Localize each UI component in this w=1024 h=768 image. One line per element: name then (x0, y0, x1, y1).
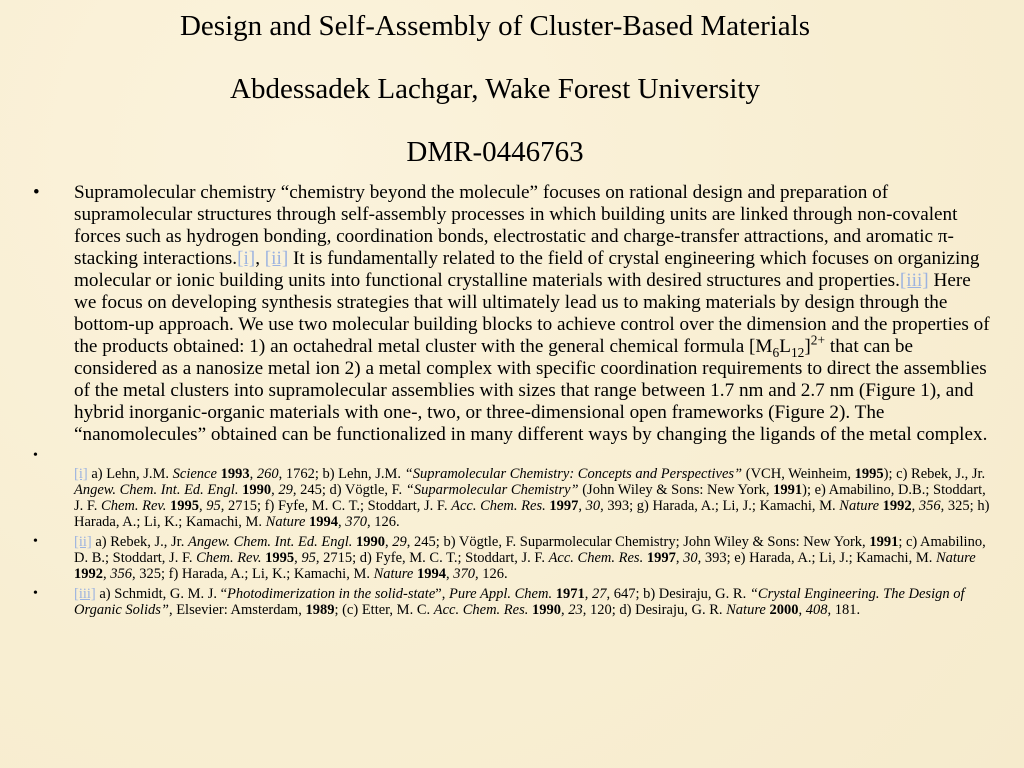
ref-text: ; c) Amabilino, D. B.; Stoddart, J. F. (74, 534, 986, 566)
ref-volume: 29 (392, 534, 407, 550)
ref-volume: 95 (301, 550, 316, 566)
body-text: Here we focus on developing synthesis strategies that will ultimately lead us to making materials by design through the bottom-up approach. We use two molecular building blocks to achieve control over the dimension and the properties of the products obtained: 1) an octahedral metal cluster with the general chemical formula [M (74, 270, 990, 357)
ref-journal: Acc. Chem. Res. (451, 498, 546, 514)
ref-year: 1990 (242, 482, 272, 498)
ref-year: 1989 (305, 602, 335, 618)
ref-volume: 29 (278, 482, 293, 498)
body-text: It is fundamentally related to the field of crystal engineering which focuses on organizing molecular or ionic building units into functional crystalline materials with desired structures and properties. (74, 248, 980, 291)
ref-text: , 393; e) Harada, A.; Li, J.; Kamachi, M. (697, 550, 936, 566)
ref-text: ; (c) Etter, M. C. (334, 602, 434, 618)
ref-text: , 126. (367, 514, 400, 530)
ref-year: 1993 (220, 466, 250, 482)
ref-text: , (675, 550, 684, 566)
author-line: Abdessadek Lachgar, Wake Forest University (230, 73, 760, 105)
ref-text: , (199, 498, 207, 514)
ref-text: (John Wiley & Sons: New York, (578, 482, 774, 498)
reference-link-ii[interactable]: [ii] (74, 534, 92, 550)
ref-year: 1992 (882, 498, 912, 514)
ref-volume: 408 (805, 602, 828, 618)
ref-text: , 245; b) Vögtle, F. Suparmolecular Chemistry; John Wiley & Sons: New York, (406, 534, 870, 550)
body-text: , (255, 248, 265, 269)
ref-volume: 260 (256, 466, 279, 482)
ref-volume: 356 (110, 566, 132, 582)
ref-journal: Nature (839, 498, 880, 514)
ref-text: , 2715; d) Fyfe, M. C. T.; Stoddart, J. F. (315, 550, 549, 566)
formula-text: ] (804, 336, 811, 357)
formula-subscript: 12 (790, 344, 805, 360)
ref-year: 1990 (532, 602, 561, 618)
ref-title: Photodimerization in the solid-state (227, 586, 436, 602)
ref-journal: Nature (265, 514, 306, 530)
citation-link-i[interactable]: [i] (237, 248, 256, 269)
ref-text: , (385, 534, 393, 550)
ref-text: ); c) Rebek, J., Jr. (883, 466, 986, 482)
ref-book: “Suparmolecular Chemistry” (405, 482, 579, 498)
ref-text: , (294, 550, 302, 566)
ref-text: , 325; h) Harada, A.; Li, K.; Kamachi, M. (74, 498, 990, 530)
ref-year: 1997 (646, 550, 676, 566)
ref-text: , 120; d) Desiraju, G. R. (582, 602, 727, 618)
body-text: that can be considered as a nanosize metal ion 2) a metal complex with specific coordination requirements to direct the assemblies of the metal clusters into supramolecular assemblies with sizes that range between 1.7 nm and 2.7 nm (Figure 1), and hybrid inorganic-organic materials with one-, two, or three-dimensional open frameworks (Figure 2). The “nanomolecules” obtained can be functionalized in many different ways by changing the ligands of the metal complex. (74, 336, 988, 445)
formula-superscript: 2+ (810, 332, 826, 348)
ref-text: , (584, 586, 592, 602)
ref-year: 1995 (854, 466, 884, 482)
empty-bullet (30, 448, 990, 466)
ref-journal: Nature (935, 550, 976, 566)
slide-title: Design and Self-Assembly of Cluster-Based Materials (179, 10, 811, 42)
citation-link-ii[interactable]: [ii] (264, 248, 289, 269)
ref-year: 1991 (773, 482, 803, 498)
ref-journal: Acc. Chem. Res. (548, 550, 644, 566)
bullet-list (30, 182, 990, 618)
ref-text: (VCH, Weinheim, (742, 466, 855, 482)
ref-year: 1992 (74, 566, 103, 582)
ref-text: , (798, 602, 806, 618)
reference-item-iii (30, 586, 990, 618)
ref-volume: 23 (568, 602, 583, 618)
bullet-icon: • (33, 182, 40, 203)
ref-journal: Angew. Chem. Int. Ed. Engl. (74, 482, 239, 498)
ref-text: , 393; g) Harada, A.; Li, J.; Kamachi, M. (600, 498, 840, 514)
ref-volume: 27 (591, 586, 607, 602)
ref-text: , (271, 482, 279, 498)
ref-book: “Supramolecular Chemistry: Concepts and Perspectives” (404, 466, 743, 482)
reference-link-i[interactable]: [i] (74, 466, 88, 482)
formula-subscript: 6 (772, 344, 780, 360)
ref-journal: Chem. Rev. (196, 550, 262, 566)
ref-text: , 1762; b) Lehn, J.M. (278, 466, 405, 482)
ref-text: , (911, 498, 919, 514)
ref-year: 1995 (265, 550, 295, 566)
ref-volume: 356 (918, 498, 941, 514)
ref-text: , (578, 498, 586, 514)
ref-year: 1971 (555, 586, 585, 602)
ref-year: 1990 (356, 534, 386, 550)
ref-text: a) Rebek, J., Jr. (91, 534, 188, 550)
bullet-icon: • (33, 534, 38, 549)
ref-journal: Nature (373, 566, 414, 582)
ref-volume: 30 (585, 498, 601, 514)
grant-number: DMR-0446763 (406, 136, 584, 168)
ref-journal: Pure Appl. Chem. (448, 586, 553, 602)
reference-link-iii[interactable]: [iii] (74, 586, 96, 602)
ref-text: ”, (435, 586, 449, 602)
reference-item-i (30, 466, 990, 530)
ref-volume: 370 (453, 566, 475, 582)
ref-text: , (338, 514, 346, 530)
ref-text: , 2715; f) Fyfe, M. C. T.; Stoddart, J. F. (220, 498, 452, 514)
ref-text: , Elsevier: Amsterdam, (168, 602, 306, 618)
ref-journal: Science (172, 466, 217, 482)
ref-journal: Angew. Chem. Int. Ed. Engl. (187, 534, 353, 550)
ref-year: 2000 (769, 602, 799, 618)
ref-volume: 30 (683, 550, 698, 566)
bullet-icon: • (33, 586, 38, 601)
ref-journal: Chem. Rev. (101, 498, 167, 514)
ref-volume: 95 (206, 498, 221, 514)
ref-journal: Acc. Chem. Res. (433, 602, 529, 618)
body-paragraph (30, 182, 990, 446)
ref-year: 1991 (869, 534, 899, 550)
ref-year: 1994 (309, 514, 339, 530)
reference-item-ii (30, 534, 990, 582)
ref-volume: 370 (345, 514, 368, 530)
ref-text: ); e) Amabilino, D.B.; Stoddart, J. F. (74, 482, 986, 514)
ref-text: , (103, 566, 111, 582)
ref-text: , (561, 602, 569, 618)
bullet-icon: • (33, 448, 38, 463)
ref-year: 1995 (170, 498, 200, 514)
ref-text: , (249, 466, 257, 482)
ref-text: , 245; d) Vögtle, F. (292, 482, 406, 498)
ref-text: , 647; b) Desiraju, G. R. (606, 586, 750, 602)
body-text: Supramolecular chemistry “chemistry beyond the molecule” focuses on rational design and preparation of supramolecular structures through self-assembly processes in which building units are linked through non-covalent forces such as hydrogen bonding, coordination bonds, electrostatic and charge-transfer attractions, and aromatic π-stacking interactions. (74, 182, 958, 269)
ref-text: a) Schmidt, G. M. J. “ (95, 586, 228, 602)
formula-text: L (779, 336, 791, 357)
ref-text: , 181. (827, 602, 861, 618)
ref-journal: Nature (726, 602, 766, 618)
ref-year: 1994 (416, 566, 446, 582)
ref-text: , 126. (474, 566, 508, 582)
ref-text: a) Lehn, J.M. (87, 466, 173, 482)
ref-year: 1997 (549, 498, 579, 514)
ref-text: , (445, 566, 454, 582)
ref-book: “Crystal Engineering. The Design of Organic Solids” (74, 586, 965, 618)
ref-text: , 325; f) Harada, A.; Li, K.; Kamachi, M. (132, 566, 374, 582)
citation-link-iii[interactable]: [iii] (899, 270, 929, 291)
